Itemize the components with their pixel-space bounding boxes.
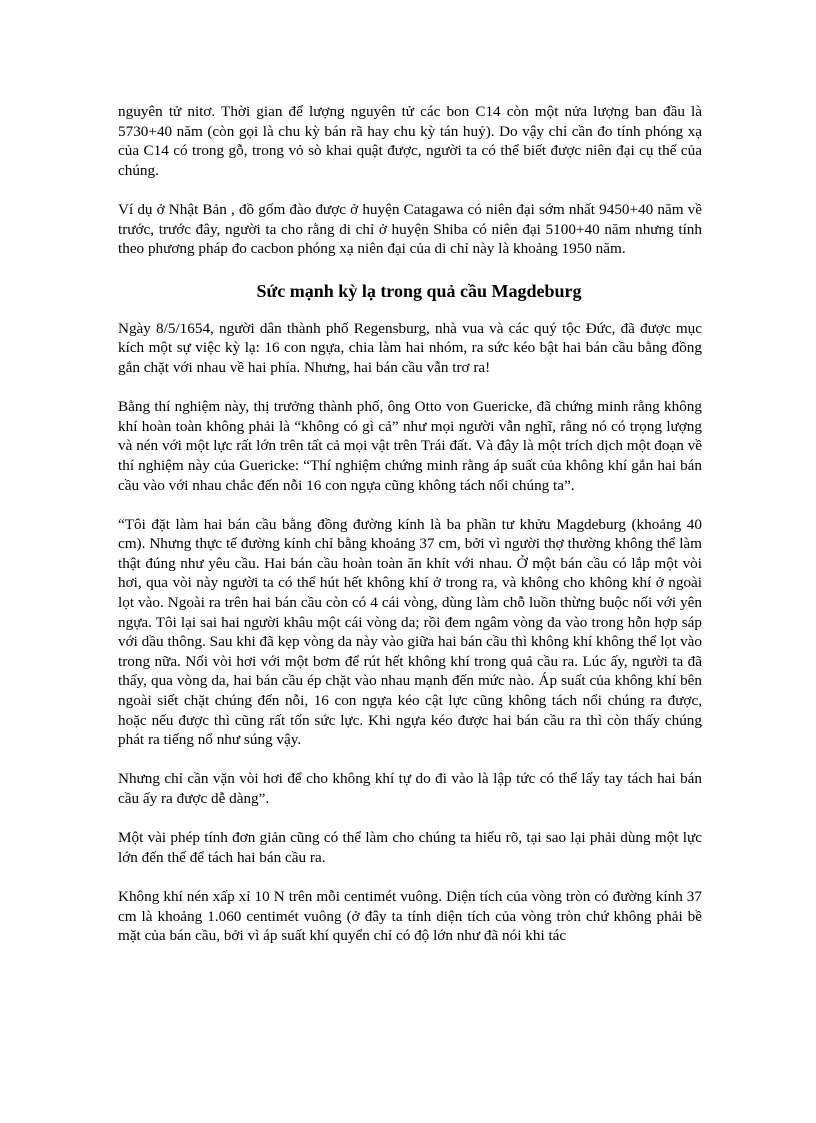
section-paragraph-3: “Tôi đặt làm hai bán cầu bằng đồng đường kính là ba phần tư khửu Magdeburg (khoảng 40 cm). Nhưng thực tế đường kính chỉ bằng khoảng 37 cm, bởi vì người thợ thường không thể làm thật đúng như yêu cầu. Hai bán cầu hoàn toàn ăn khít với nhau. Ở một bán cầu có lắp một vòi hơi, qua vòi này người ta có thể hút hết không khí ở trong ra, và không cho không khí ở ngoài lọt vào. Ngoài ra trên hai bán cầu còn có 4 cái vòng, dùng làm chỗ luồn thừng buộc nối với yên ngựa. Tôi lại sai hai người khâu một cái vòng da; rồi đem ngâm vòng da vào trong hỗn hợp sáp với dầu thông. Sau khi đã kẹp vòng da này vào giữa hai bán cầu thì không khí không thể lọt vào trong nữa. Nối vòi hơi với một bơm để rút hết không khí trong quả cầu ra. Lúc ấy, người ta đã thấy, qua vòng da, hai bán cầu ép chặt vào nhau mạnh đến mức nào. Áp suất của không khí bên ngoài siết chặt chúng đến nỗi, 16 con ngựa kéo cật lực cũng không tách nổi chúng ra được, hoặc nếu được thì cũng rất tốn sức lực. Khi ngựa kéo được hai bán cầu ra thì còn thấy chúng phát ra tiếng nổ như súng vậy. — [118, 515, 702, 749]
paragraph-gap — [118, 495, 702, 515]
paragraph-gap — [118, 750, 702, 770]
paragraph-gap — [118, 867, 702, 887]
intro-paragraph-2: Ví dụ ở Nhật Bản , đồ gốm đào được ở huyện Catagawa có niên đại sớm nhất 9450+40 năm về trước, trước đây, người ta cho rằng di chỉ ở huyện Shiba có niên đại 5100+40 năm nhưng tính theo phương pháp đo cacbon phóng xạ niên đại của di chỉ này là khoảng 1950 năm. — [118, 200, 702, 258]
section-paragraph-5: Một vài phép tính đơn giản cũng có thể làm cho chúng ta hiểu rõ, tại sao lại phải dùng một lực lớn đến thế để tách hai bán cầu ra. — [118, 829, 702, 866]
section-paragraph-6: Không khí nén xấp xỉ 10 N trên mỗi centimét vuông. Diện tích của vòng tròn có đường kính 37 cm là khoảng 1.060 centimét vuông (ở đây ta tính diện tích của vòng tròn chứ không phải bề mặt của bán cầu, bởi vì áp suất khí quyển chỉ có độ lớn như đã nói khi tác — [118, 887, 702, 945]
section-paragraph-2: Bằng thí nghiệm này, thị trưởng thành phố, ông Otto von Guericke, đã chứng minh rằng không khí hoàn toàn không phải là “không có gì cả” như mọi người vẫn nghĩ, rằng nó có trọng lượng và nén với một lực rất lớn trên tất cả mọi vật trên Trái đất. Và đây là một trích dịch một đoạn về thí nghiệm này của Guericke: “Thí nghiệm chứng minh rằng áp suất của không khí gắn hai bán cầu vào với nhau chắc đến nỗi 16 con ngựa cũng không tách nổi chúng ta”. — [118, 398, 702, 494]
section-title: Sức mạnh kỳ lạ trong quả cầu Magdeburg — [256, 280, 582, 301]
section-paragraph-1: Ngày 8/5/1654, người dân thành phố Regensburg, nhà vua và các quý tộc Đức, đã được mục kích một sự việc kỳ lạ: 16 con ngựa, chia làm hai nhóm, ra sức kéo bật hai bán cầu bằng đồng gắn chặt với nhau về hai phía. Nhưng, hai bán cầu vẫn trơ ra! — [118, 319, 702, 376]
section-paragraph-4: Nhưng chỉ cần vặn vòi hơi để cho không khí tự do đi vào là lập tức có thể lấy tay tách hai bán cầu ấy ra được dễ dàng”. — [118, 770, 702, 807]
intro-paragraph-1: nguyên tử nitơ. Thời gian để lượng nguyên tử các bon C14 còn một nửa lượng ban đầu là 5730+40 năm (còn gọi là chu kỳ bán rã hay chu kỳ tán huỷ). Do vậy chỉ cần đo tính phóng xạ của C14 có trong gỗ, trong vỏ sò khai quật được, người ta có thể biết được niên đại cụ thể của chúng. — [118, 103, 702, 179]
document-page — [118, 102, 702, 946]
paragraph-gap — [118, 378, 702, 398]
paragraph-gap — [118, 180, 702, 200]
paragraph-gap — [118, 809, 702, 829]
